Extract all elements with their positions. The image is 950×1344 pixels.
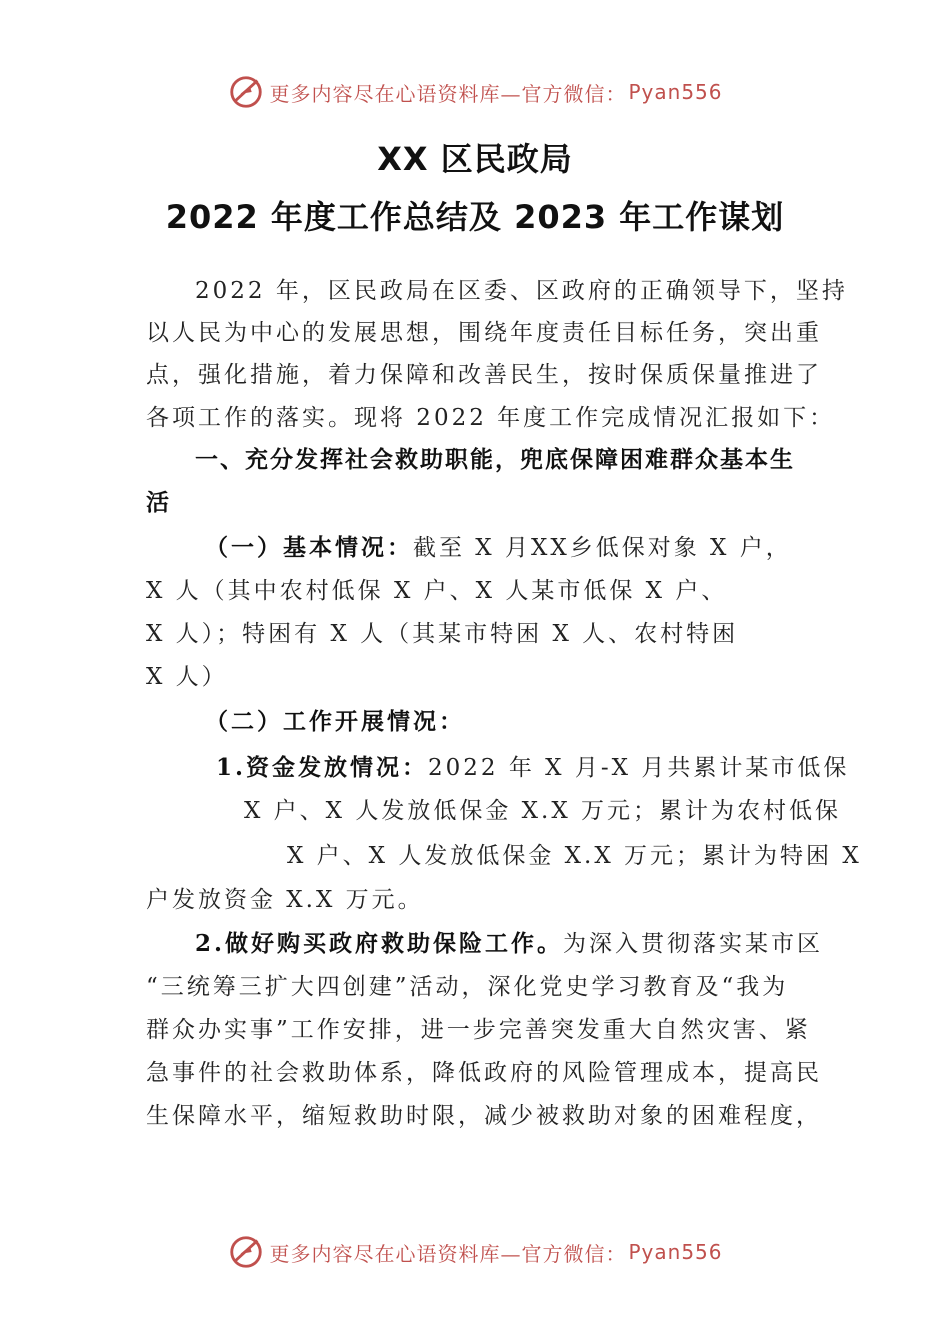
brush-logo-icon xyxy=(227,1233,265,1271)
watermark-top xyxy=(0,70,950,114)
paragraph-line: 点，强化措施，着力保障和改善民生，按时保质保量推进了 xyxy=(146,362,822,388)
paragraph-line: X 人）；特困有 X 人（其某市特困 X 人、农村特困 xyxy=(146,621,739,647)
document-title-line1: XX 区民政局 xyxy=(377,140,573,178)
paragraph-line: 生保障水平，缩短救助时限，减少被救助对象的困难程度， xyxy=(146,1103,822,1129)
item-label: 1.资金发放情况： xyxy=(216,754,429,781)
subsection-label: （一）基本情况： xyxy=(205,534,413,561)
section-heading: 一、充分发挥社会救助职能，兜底保障困难群众基本生 xyxy=(195,447,795,473)
paragraph-line: X 人（其中农村低保 X 户、X 人某市低保 X 户、 xyxy=(146,578,728,604)
paragraph-line: 以人民为中心的发展思想，围绕年度责任目标任务，突出重 xyxy=(146,320,822,346)
list-item-insurance xyxy=(195,928,875,960)
paragraph-text: 2022 年 X 月-X 月共累计某市低保 xyxy=(428,755,850,781)
list-item-funds xyxy=(216,752,896,784)
paragraph-line: X 户、X 人发放低保金 X.X 万元；累计为特困 X xyxy=(287,843,862,869)
watermark-wechat: Pyan556 xyxy=(628,80,723,104)
paragraph-text: 截至 X 月XX乡低保对象 X 户， xyxy=(413,535,792,561)
paragraph-line: 户发放资金 X.X 万元。 xyxy=(146,887,424,913)
watermark-text: 更多内容尽在心语资料库—官方微信： xyxy=(269,81,627,106)
watermark-wechat: Pyan556 xyxy=(628,1240,723,1264)
paragraph-line: X 户、X 人发放低保金 X.X 万元；累计为农村低保 xyxy=(244,798,842,824)
subsection-label: （二）工作开展情况： xyxy=(205,708,465,735)
item-label: 2.做好购买政府救助保险工作。 xyxy=(195,930,564,957)
paragraph-line: X 人） xyxy=(146,664,228,690)
document-title-line2: 2022 年度工作总结及 2023 年工作谋划 xyxy=(165,198,785,236)
paragraph-line: “三统筹三扩大四创建”活动，深化党史学习教育及“我为 xyxy=(146,974,789,1000)
paragraph-line: 群众办实事”工作安排，进一步完善突发重大自然灾害、紧 xyxy=(146,1017,811,1043)
paragraph-line: 各项工作的落实。现将 2022 年度工作完成情况汇报如下： xyxy=(146,405,836,431)
watermark-text: 更多内容尽在心语资料库—官方微信： xyxy=(269,1241,627,1266)
paragraph-text: 为深入贯彻落实某市区 xyxy=(563,931,824,957)
section-heading: 活 xyxy=(146,490,171,516)
watermark-bottom xyxy=(0,1230,950,1274)
paragraph-line: 急事件的社会救助体系，降低政府的风险管理成本，提高民 xyxy=(146,1060,822,1086)
paragraph-line: 2022 年，区民政局在区委、区政府的正确领导下，坚持 xyxy=(195,278,848,304)
subsection-basic-info xyxy=(205,532,885,564)
brush-logo-icon xyxy=(227,73,265,111)
